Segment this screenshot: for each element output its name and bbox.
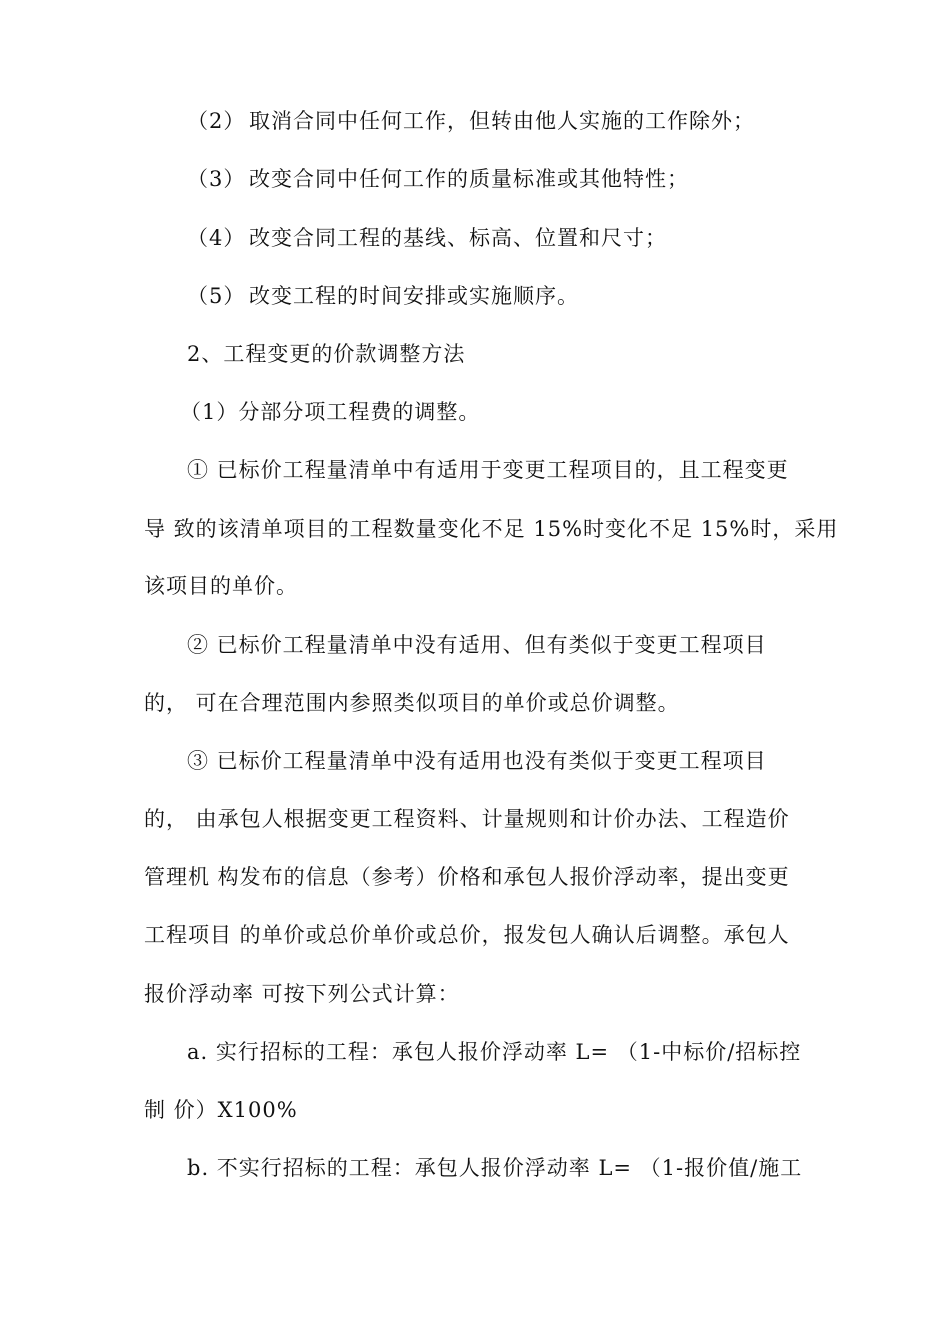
list-item-3 <box>187 164 689 194</box>
subsection-heading: （1）分部分项工程费的调整。 <box>180 400 481 424</box>
list-text: 改变工程的时间安排或实施顺序。 <box>249 284 579 308</box>
list-item-4 <box>187 223 667 253</box>
paragraph-3-line-1: ③ 已标价工程量清单中没有适用也没有类似于变更工程项目 <box>187 749 767 773</box>
list-text: 改变合同中任何工作的质量标准或其他特性； <box>249 167 689 191</box>
list-number: （4） <box>187 226 246 250</box>
paragraph-2-line-1: ② 已标价工程量清单中没有适用、但有类似于变更工程项目 <box>187 633 767 657</box>
paragraph-3-line-3: 管理机 构发布的信息（参考）价格和承包人报价浮动率，提出变更 <box>144 865 790 889</box>
paragraph-2-line-2: 的， 可在合理范围内参照类似项目的单价或总价调整。 <box>144 691 680 715</box>
paragraph-1-line-3: 该项目的单价。 <box>144 574 298 598</box>
section-heading: 2、工程变更的价款调整方法 <box>187 342 466 366</box>
formula-b-line-1: b. 不实行招标的工程：承包人报价浮动率 L= （1-报价值/施工 <box>187 1156 803 1180</box>
list-item-5 <box>187 281 579 311</box>
list-text: 取消合同中任何工作，但转由他人实施的工作除外； <box>249 109 755 133</box>
formula-a-line-2: 制 价）X100% <box>144 1098 298 1122</box>
paragraph-3-line-4: 工程项目 的单价或总价单价或总价，报发包人确认后调整。承包人 <box>144 923 790 947</box>
list-item-2 <box>187 106 755 136</box>
paragraph-3-line-5: 报价浮动率 可按下列公式计算： <box>144 982 460 1006</box>
list-number: （2） <box>187 109 246 133</box>
list-text: 改变合同工程的基线、标高、位置和尺寸； <box>249 226 667 250</box>
paragraph-1-line-2: 导 致的该清单项目的工程数量变化不足 15%时变化不足 15%时，采用 <box>144 517 839 541</box>
paragraph-1-line-1: ① 已标价工程量清单中有适用于变更工程项目的，且工程变更 <box>187 458 789 482</box>
list-number: （3） <box>187 167 246 191</box>
paragraph-3-line-2: 的， 由承包人根据变更工程资料、计量规则和计价办法、工程造价 <box>144 807 790 831</box>
list-number: （5） <box>187 284 246 308</box>
formula-a-line-1: a. 实行招标的工程：承包人报价浮动率 L= （1-中标价/招标控 <box>187 1040 802 1064</box>
